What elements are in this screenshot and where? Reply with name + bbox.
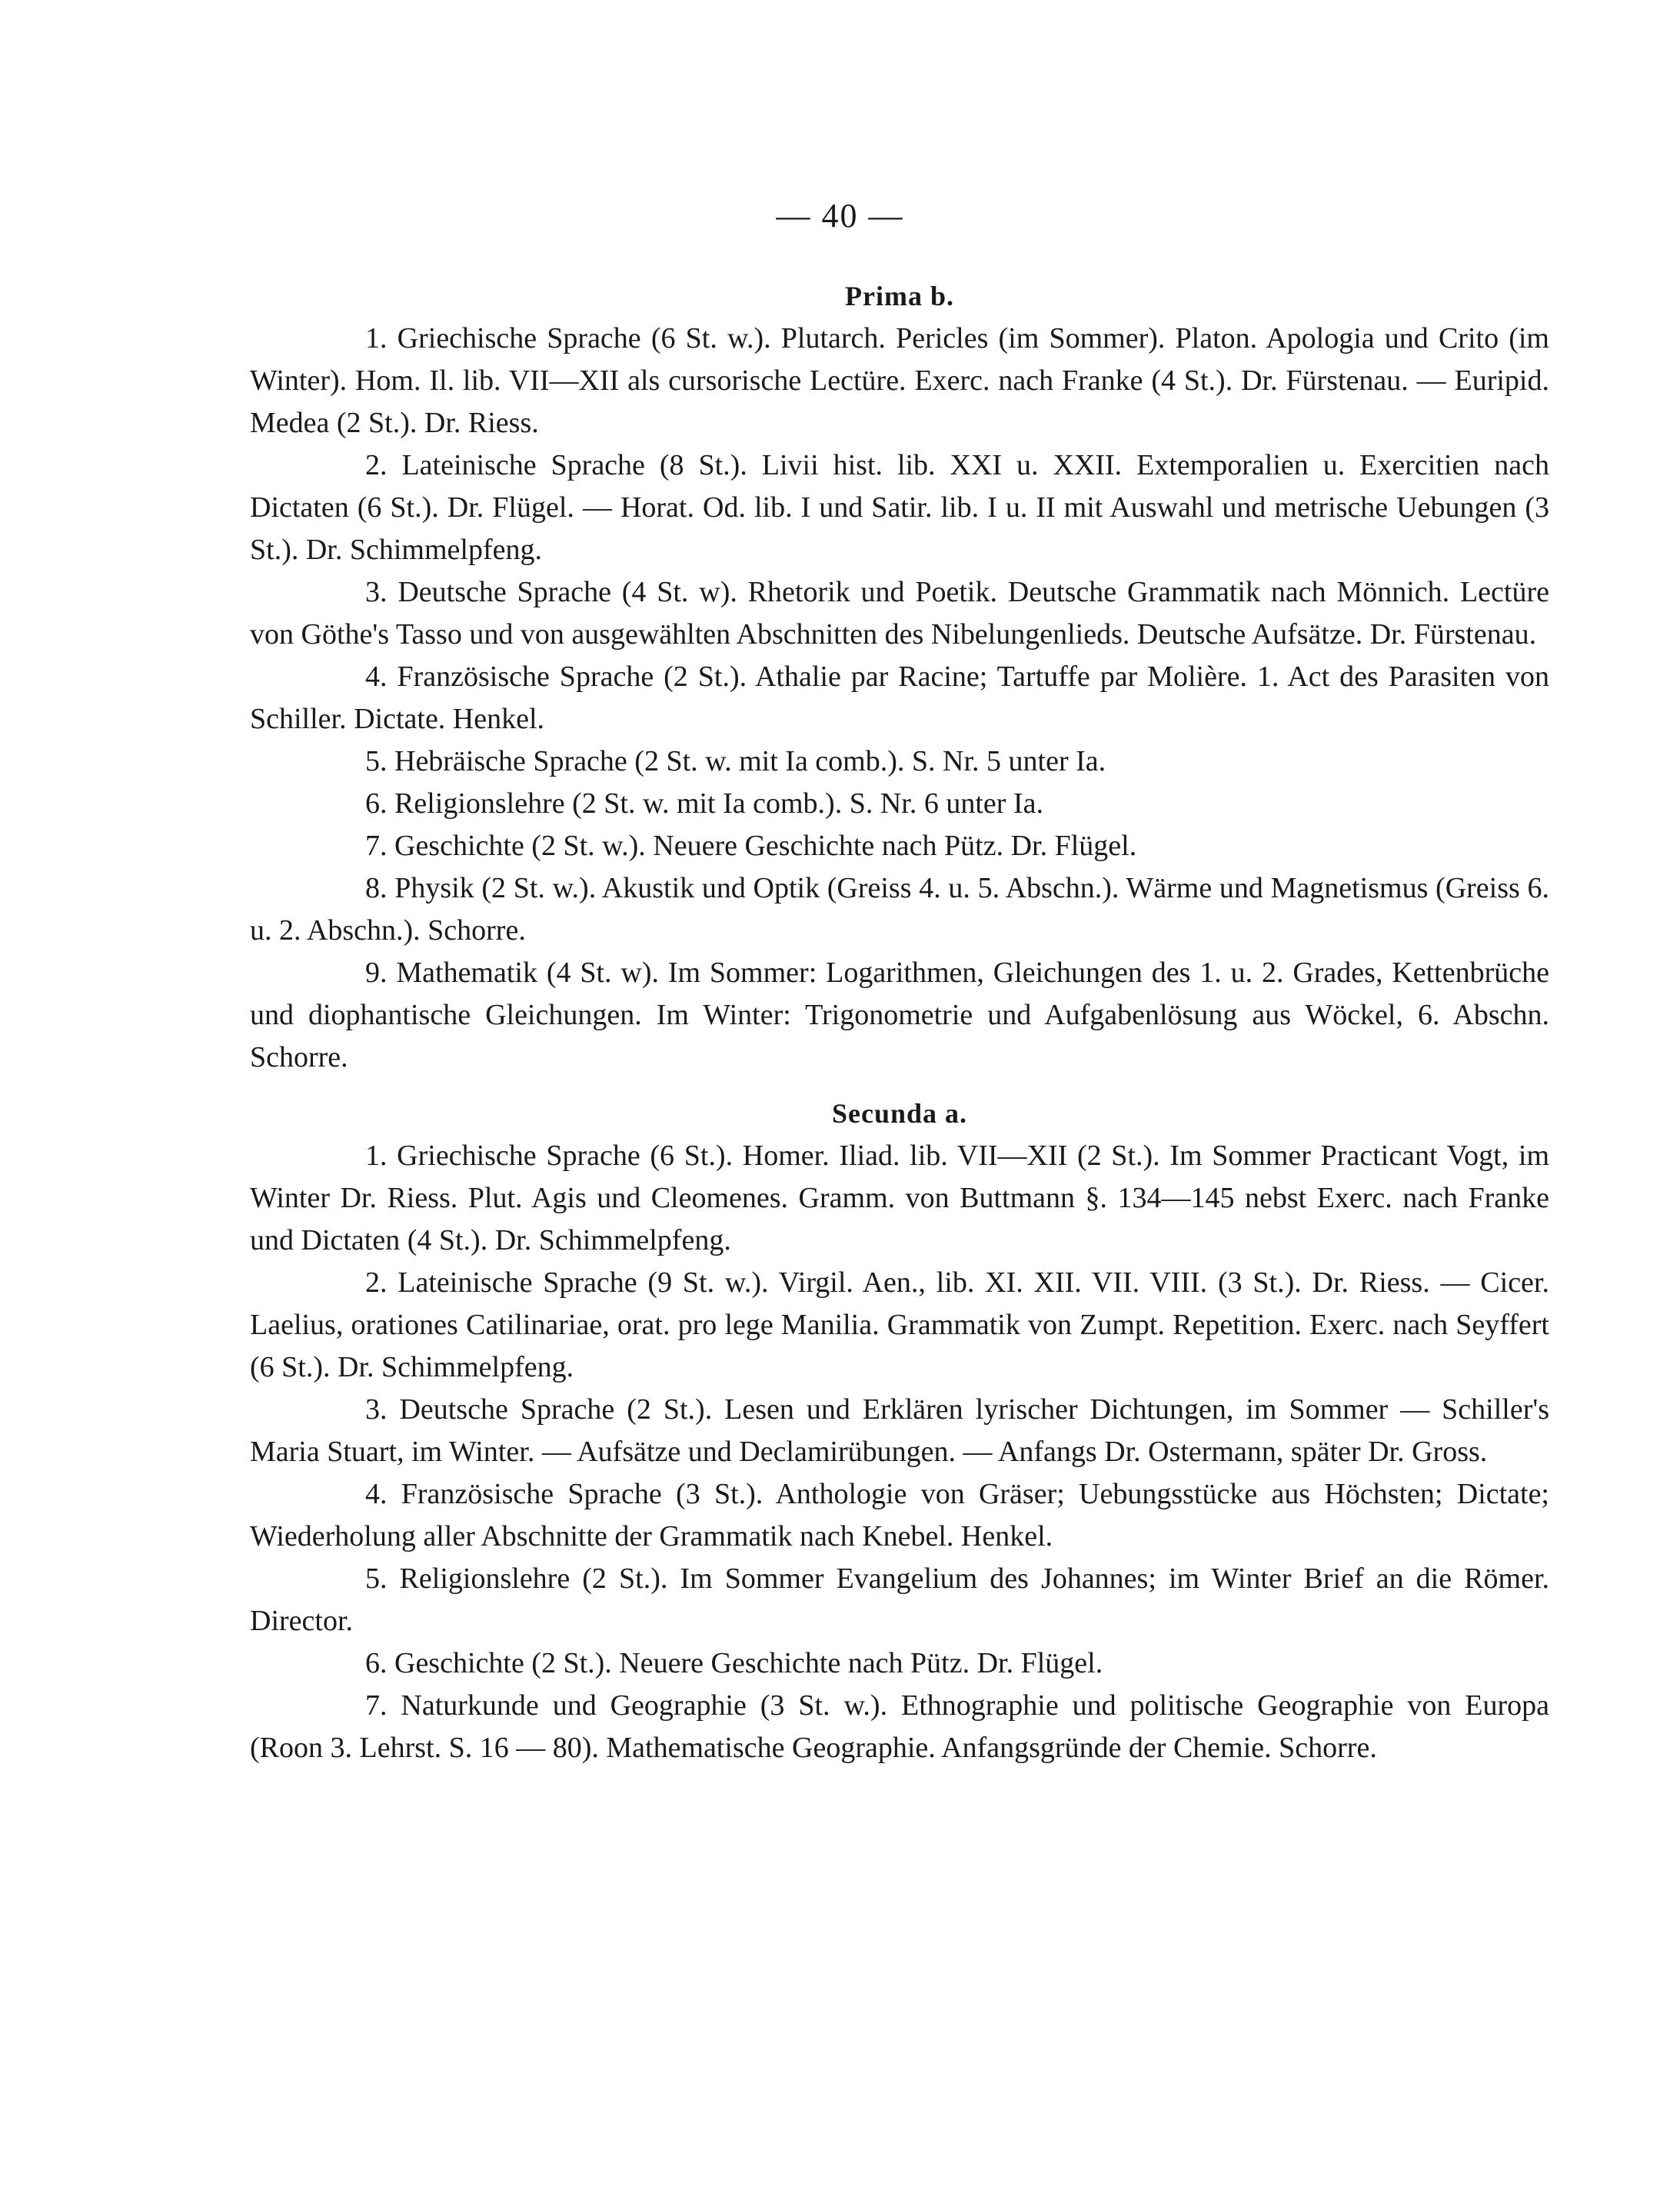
entry-franzoesisch: 4. Französische Sprache (2 St.). Athalie par Racine; Tartuffe par Molière. 1. Act des Parasiten von Schiller. Dictate. Henkel. xyxy=(250,661,1549,735)
entry-religion: 6. Religionslehre (2 St. w. mit Ia comb.). S. Nr. 6 unter Ia. xyxy=(365,787,1043,820)
page-number: — 40 — xyxy=(776,197,904,235)
entry-lateinisch: 2. Lateinische Sprache (9 St. w.). Virgil. Aen., lib. XI. XII. VII. VIII. (3 St.). Dr. Riess. — Cicer. Laelius, orationes Catilinariae, orat. pro lege Manilia. Grammatik von Zumpt. Repetition. Exerc. nach Seyffert (6 St.). Dr. Schimmelpfeng. xyxy=(250,1266,1549,1383)
entry-franzoesisch: 4. Französische Sprache (3 St.). Anthologie von Gräser; Uebungsstücke aus Höchsten; Dictate; Wiederholung aller Abschnitte der Grammatik nach Knebel. Henkel. xyxy=(250,1478,1549,1552)
entry-griechisch: 1. Griechische Sprache (6 St. w.). Plutarch. Pericles (im Sommer). Platon. Apologia und Crito (im Winter). Hom. Il. lib. VII—XII als cursorische Lectüre. Exerc. nach Franke (4 St.). Dr. Fürstenau. — Euripid. Medea (2 St.). Dr. Riess. xyxy=(250,322,1549,439)
text-block xyxy=(250,275,1549,1769)
entry-deutsch: 3. Deutsche Sprache (4 St. w). Rhetorik und Poetik. Deutsche Grammatik nach Mönnich. Lectüre von Göthe's Tasso und von ausgewählten Abschnitten des Nibelungenlieds. Deutsche Aufsätze. Dr. Fürstenau. xyxy=(250,576,1549,651)
section-heading-secunda-a: Secunda a. xyxy=(831,1098,968,1129)
entry-religion: 5. Religionslehre (2 St.). Im Sommer Evangelium des Johannes; im Winter Brief an die Römer. Director. xyxy=(250,1562,1549,1637)
entry-deutsch: 3. Deutsche Sprache (2 St.). Lesen und Erklären lyrischer Dichtungen, im Sommer — Schiller's Maria Stuart, im Winter. — Aufsätze und Declamirübungen. — Anfangs Dr. Ostermann, später Dr. Gross. xyxy=(250,1393,1549,1468)
section-heading-prima-b: Prima b. xyxy=(845,281,954,311)
entry-geschichte: 7. Geschichte (2 St. w.). Neuere Geschichte nach Pütz. Dr. Flügel. xyxy=(365,830,1137,862)
entry-lateinisch: 2. Lateinische Sprache (8 St.). Livii hist. lib. XXI u. XXII. Extemporalien u. Exercitien nach Dictaten (6 St.). Dr. Flügel. — Horat. Od. lib. I und Satir. lib. I u. II mit Auswahl und metrische Uebungen (3 St.). Dr. Schimmelpfeng. xyxy=(250,449,1549,566)
entry-geschichte: 6. Geschichte (2 St.). Neuere Geschichte nach Pütz. Dr. Flügel. xyxy=(365,1647,1103,1679)
entry-griechisch: 1. Griechische Sprache (6 St.). Homer. Iliad. lib. VII—XII (2 St.). Im Sommer Practicant Vogt, im Winter Dr. Riess. Plut. Agis und Cleomenes. Gramm. von Buttmann §. 134—145 nebst Exerc. nach Franke und Dictaten (4 St.). Dr. Schimmelpfeng. xyxy=(250,1140,1549,1256)
entry-naturkunde: 7. Naturkunde und Geographie (3 St. w.). Ethnographie und politische Geographie von Europa (Roon 3. Lehrst. S. 16 — 80). Mathematische Geographie. Anfangsgründe der Chemie. Schorre. xyxy=(250,1689,1549,1764)
entry-physik: 8. Physik (2 St. w.). Akustik und Optik (Greiss 4. u. 5. Abschn.). Wärme und Magnetismus (Greiss 6. u. 2. Abschn.). Schorre. xyxy=(250,872,1549,947)
entry-mathematik: 9. Mathematik (4 St. w). Im Sommer: Logarithmen, Gleichungen des 1. u. 2. Grades, Kettenbrüche und diophantische Gleichungen. Im Winter: Trigonometrie und Aufgabenlösung aus Wöckel, 6. Abschn. Schorre. xyxy=(250,957,1549,1073)
entry-hebraeisch: 5. Hebräische Sprache (2 St. w. mit Ia comb.). S. Nr. 5 unter Ia. xyxy=(365,745,1106,777)
